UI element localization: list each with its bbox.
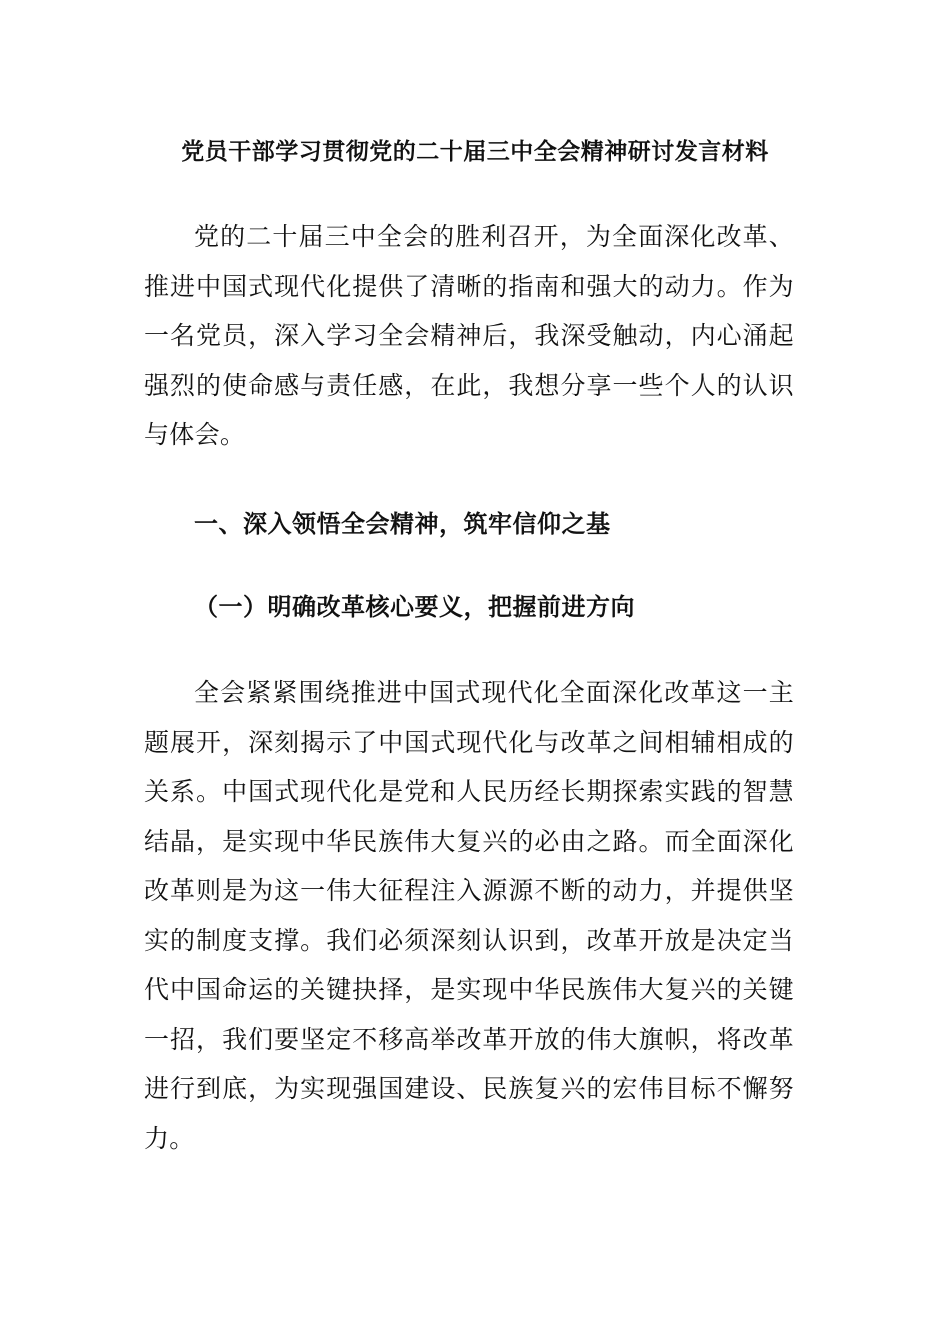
body-paragraph: 全会紧紧围绕推进中国式现代化全面深化改革这一主题展开，深刻揭示了中国式现代化与改革之间相辅相成的关系。中国式现代化是党和人民历经长期探索实践的智慧结晶，是实现中华民族伟大复兴的必由之路。而全面深化改革则是为这一伟大征程注入源源不断的动力，并提供坚实的制度支撑。我们必须深刻认识到，改革开放是决定当代中国命运的关键抉择，是实现中华民族伟大复兴的关键一招，我们要坚定不移高举改革开放的伟大旗帜，将改革进行到底，为实现强国建设、民族复兴的宏伟目标不懈努力。 bbox=[144, 678, 794, 1153]
document-title: 党员干部学习贯彻党的二十届三中全会精神研讨发言材料 bbox=[181, 139, 769, 165]
intro-paragraph: 党的二十届三中全会的胜利召开，为全面深化改革、推进中国式现代化提供了清晰的指南和强大的动力。作为一名党员，深入学习全会精神后，我深受触动，内心涌起强烈的使命感与责任感，在此，我想分享一些个人的认识与体会。 bbox=[144, 222, 794, 449]
subsection-heading: （一）明确改革核心要义，把握前进方向 bbox=[194, 593, 635, 621]
section-heading: 一、深入领悟全会精神，筑牢信仰之基 bbox=[194, 510, 611, 538]
